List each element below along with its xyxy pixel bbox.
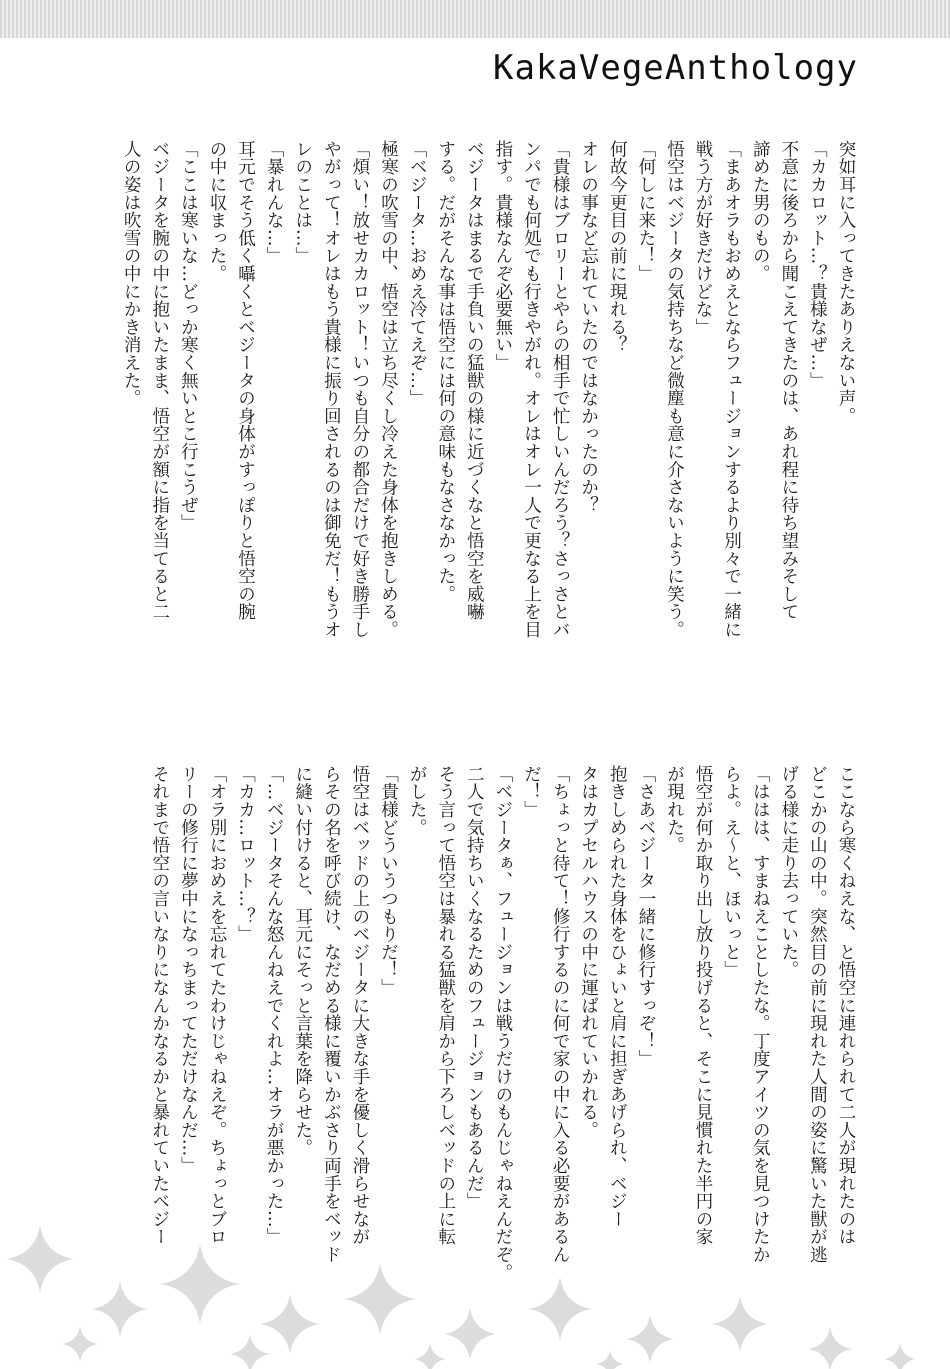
- text-line: 「ちょっと待て！修行するのに何で家の中に入る必要があるん: [550, 765, 571, 1264]
- text-line: 抱きしめられた身体をひょいと肩に担ぎあげられ、ベジー: [607, 765, 628, 1228]
- text-line: に縫い付けると、耳元にそっと言葉を降らせた。: [292, 765, 313, 1157]
- text-line: 二人で気持ちいくなるためのフュージョンもあるんだ」: [464, 765, 485, 1210]
- text-line: それまで悟空の言いなりになんかなるかと暴れていたベジー: [149, 765, 170, 1246]
- text-line: タはカプセルハウスの中に運ばれていかれる。: [578, 765, 599, 1139]
- text-line: 「貴様どういうつもりだ！」: [378, 765, 399, 997]
- text-line: 「ベジータぁ、フュージョンは戦うだけのもんじゃねえんだぞ。: [492, 765, 513, 1282]
- text-line: ここなら寒くねえな、と悟空に連れられて二人が現れたのは: [836, 765, 856, 1246]
- sparkle-decoration: [0, 1109, 950, 1369]
- top-gray-band: [0, 0, 950, 38]
- text-line: 「カカ…ロット…？」: [235, 765, 256, 943]
- text-line: 極寒の吹雪の中、悟空は立ち尽くし冷えた身体を抱きしめる。: [378, 140, 399, 639]
- text-line: レのことは…」: [292, 140, 313, 265]
- text-line: どこかの山の中。突然目の前に現れた人間の姿に驚いた獣が逃: [807, 765, 828, 1264]
- sparkle-icon: [528, 1277, 592, 1341]
- text-line: 「ははは、すまねえことしたな。丁度アイツの気を見つけたか: [750, 765, 771, 1264]
- text-line: 何故今更目の前に現れる？: [607, 140, 628, 354]
- text-line: らその名を呼び続け、なだめる様に覆いかぶさり両手をベッド: [321, 765, 342, 1264]
- sparkle-icon: [260, 1294, 320, 1354]
- text-line: 突如耳に入ってきたありえない声。: [836, 140, 856, 425]
- text-line: 悟空はベッドの上のベジータに大きな手を優しく滑らせなが: [349, 765, 370, 1246]
- text-line: 「煩い！放せカカロット！いつも自分の都合だけで好き勝手し: [349, 140, 370, 639]
- text-line: 「ここは寒いな…どっか寒く無いとこ行こうぜ」: [178, 140, 199, 532]
- text-line: 「何しに来た！」: [635, 140, 656, 283]
- text-line: 諦めた男のもの。: [750, 140, 771, 283]
- text-line: する。だがそんな事は悟空には何の意味もなさなかった。: [435, 140, 456, 603]
- text-line: 戦う方が好きだけどな」: [693, 140, 714, 336]
- text-line: の中に収まった。: [206, 140, 227, 283]
- upper-text-block: [117, 140, 860, 700]
- text-line: ベジータはまるで手負いの猛獣の様に近づくなと悟空を威嚇: [464, 140, 485, 621]
- text-line: オレの事など忘れていたのではなかったのか？: [578, 140, 599, 514]
- text-line: 「…ベジータそんな怒んねえでくれよ…オラが悪かった…」: [264, 765, 285, 1246]
- sparkle-icon: [230, 1334, 270, 1369]
- text-line: 指す。貴様なんぞ必要無い」: [492, 140, 513, 372]
- text-line: 耳元でそう低く囁くとベジータの身体がすっぽりと悟空の腕: [235, 140, 256, 621]
- text-line: らよ。え〜と、ほいっと」: [721, 765, 742, 979]
- page-title: KakaVegeAnthology: [493, 48, 858, 88]
- text-line: やがって！オレはもう貴様に振り回されるのは御免だ！もうオ: [321, 140, 342, 639]
- text-line: がした。: [407, 765, 428, 837]
- text-line: 「カカロット…？貴様なぜ…」: [807, 140, 828, 390]
- text-line: 悟空はベジータの気持ちなど微塵も意に介さないように笑う。: [664, 140, 685, 639]
- sparkle-icon: [626, 1315, 674, 1363]
- sparkle-icon: [596, 1350, 624, 1369]
- text-line: が現れた。: [664, 765, 685, 854]
- text-line: ンパでも何処でも行きやがれ。オレはオレ一人で更なる上を目: [521, 140, 542, 639]
- text-line: そう言って悟空は暴れる猛獣を肩から下ろしベッドの上に転: [435, 765, 456, 1246]
- sparkle-icon: [444, 1308, 496, 1360]
- text-line: 「オラ別におめえを忘れてたわけじゃねえぞ。ちょっとブロ: [206, 765, 227, 1246]
- sparkle-icon: [344, 1263, 416, 1335]
- sparkle-icon: [6, 1225, 74, 1293]
- sparkle-icon: [92, 1281, 148, 1337]
- text-line: 不意に後ろから聞こえてきたのは、あれ程に待ち望みそして: [778, 140, 799, 621]
- text-line: 「さあベジータ一緒に修行すっぞ！」: [635, 765, 656, 1068]
- sparkle-icon: [160, 1244, 240, 1324]
- sparkle-icon: [808, 1327, 852, 1369]
- text-line: 「まあオラもおめえとならフュージョンするより別々で一緒に: [721, 140, 742, 639]
- text-line: リーの修行に夢中になっちまってただけなんだ…」: [178, 765, 199, 1175]
- text-line: 悟空が何か取り出し放り投げると、そこに見慣れた半円の家: [693, 765, 714, 1246]
- sparkle-icon: [414, 1343, 446, 1369]
- text-line: げる様に走り去っていた。: [778, 765, 799, 979]
- sparkle-icon: [884, 1343, 916, 1369]
- sparkle-icon: [62, 1326, 98, 1362]
- sparkle-icon: [712, 1296, 768, 1352]
- text-line: 「貴様はブロリーとやらの相手で忙しいんだろう？さっさとバ: [550, 140, 571, 639]
- text-line: ベジータを腕の中に抱いたまま、悟空が額に指を当てると二: [149, 140, 170, 621]
- text-line: だ！」: [521, 765, 542, 819]
- text-line: 「暴れんな…」: [264, 140, 285, 265]
- text-line: 人の姿は吹雪の中にかき消えた。: [121, 140, 142, 407]
- text-line: 「ベジータ…おめえ冷てえぞ…」: [407, 140, 428, 407]
